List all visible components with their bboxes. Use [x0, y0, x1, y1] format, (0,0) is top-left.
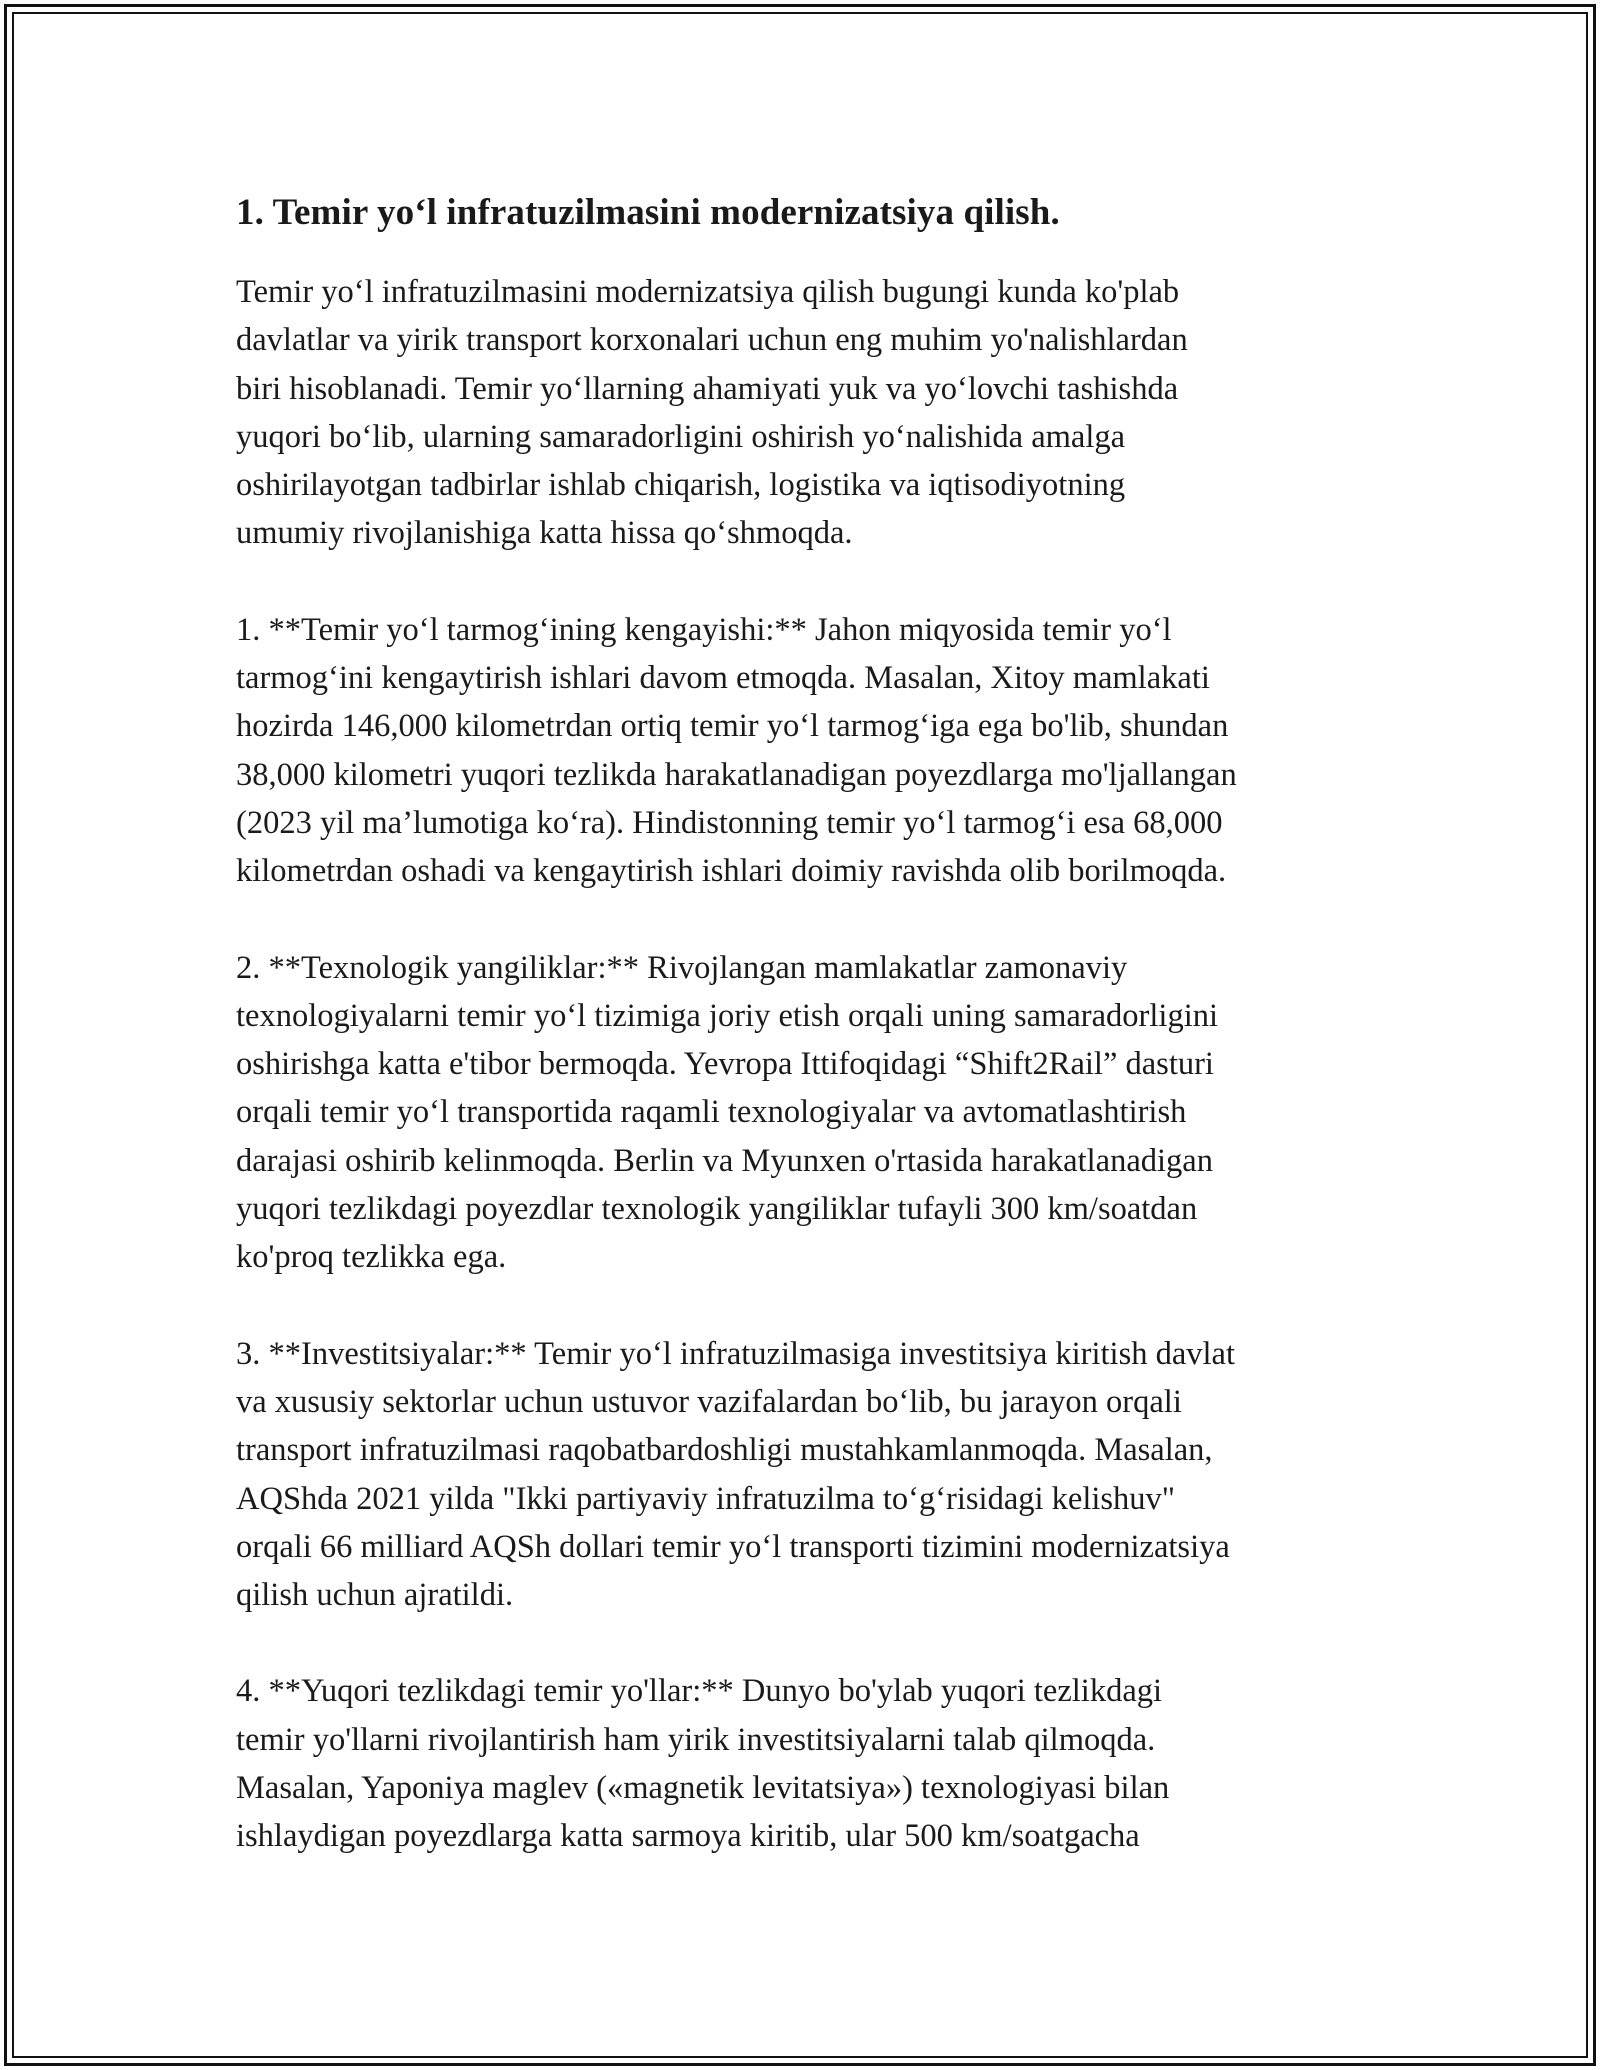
document-body [236, 188, 1376, 1861]
paragraph-network-expansion: 1. **Temir yo‘l tarmog‘ining kengayishi:** Jahon miqyosida temir yo‘l tarmog‘ini kengaytirish ishlari davom etmoqda. Masalan, Xitoy mamlakati hozirda 146,000 kilometrdan ortiq temir yo‘l tarmog‘iga ega bo'lib, shundan 38,000 kilometri yuqori tezlikda harakatlanadigan poyezdlarga mo'ljallangan (2023 yil ma’lumotiga ko‘ra). Hindistonning temir yo‘l tarmog‘i esa 68,000 kilometrdan oshadi va kengaytirish ishlari doimiy ravishda olib borilmoqda. [236, 611, 1237, 890]
intro-paragraph: Temir yo‘l infratuzilmasini modernizatsiya qilish bugungi kunda ko'plab davlatlar va yirik transport korxonalari uchun eng muhim yo'nalishlardan biri hisoblanadi. Temir yo‘llarning ahamiyati yuk va yo‘lovchi tashishda yuqori bo‘lib, ularning samaradorligini oshirish yo‘nalishida amalga oshirilayotgan tadbirlar ishlab chiqarish, logistika va iqtisodiyotning umumiy rivojlanishiga katta hissa qo‘shmoqda. [236, 274, 1188, 552]
document-title: 1. Temir yo‘l infratuzilmasini modernizatsiya qilish. [236, 192, 1060, 233]
paragraph-technological-innovations: 2. **Texnologik yangiliklar:** Rivojlangan mamlakatlar zamonaviy texnologiyalarni temir yo‘l tizimiga joriy etish orqali uning samaradorligini oshirishga katta e'tibor bermoqda. Yevropa Ittifoqidagi “Shift2Rail” dasturi orqali temir yo‘l transportida raqamli texnologiyalar va avtomatlashtirish darajasi oshirib kelinmoqda. Berlin va Myunxen o'rtasida harakatlanadigan yuqori tezlikdagi poyezdlar texnologik yangiliklar tufayli 300 km/soatdan ko'proq tezlikka ega. [236, 949, 1218, 1276]
paragraph-investments: 3. **Investitsiyalar:** Temir yo‘l infratuzilmasiga investitsiya kiritish davlat va xususiy sektorlar uchun ustuvor vazifalardan bo‘lib, bu jarayon orqali transport infratuzilmasi raqobatbardoshligi mustahkamlanmoqda. Masalan, AQShda 2021 yilda "Ikki partiyaviy infratuzilma to‘g‘risidagi kelishuv" orqali 66 milliard AQSh dollari temir yo‘l transporti tizimini modernizatsiya qilish uchun ajratildi. [236, 1335, 1236, 1614]
paragraph-high-speed-railways: 4. **Yuqori tezlikdagi temir yo'llar:** Dunyo bo'ylab yuqori tezlikdagi temir yo'llarni rivojlantirish ham yirik investitsiyalarni talab qilmoqda. Masalan, Yaponiya maglev («magnetik levitatsiya») texnologiyasi bilan ishlaydigan poyezdlarga katta sarmoya kiritib, ular 500 km/soatgacha [236, 1673, 1170, 1855]
